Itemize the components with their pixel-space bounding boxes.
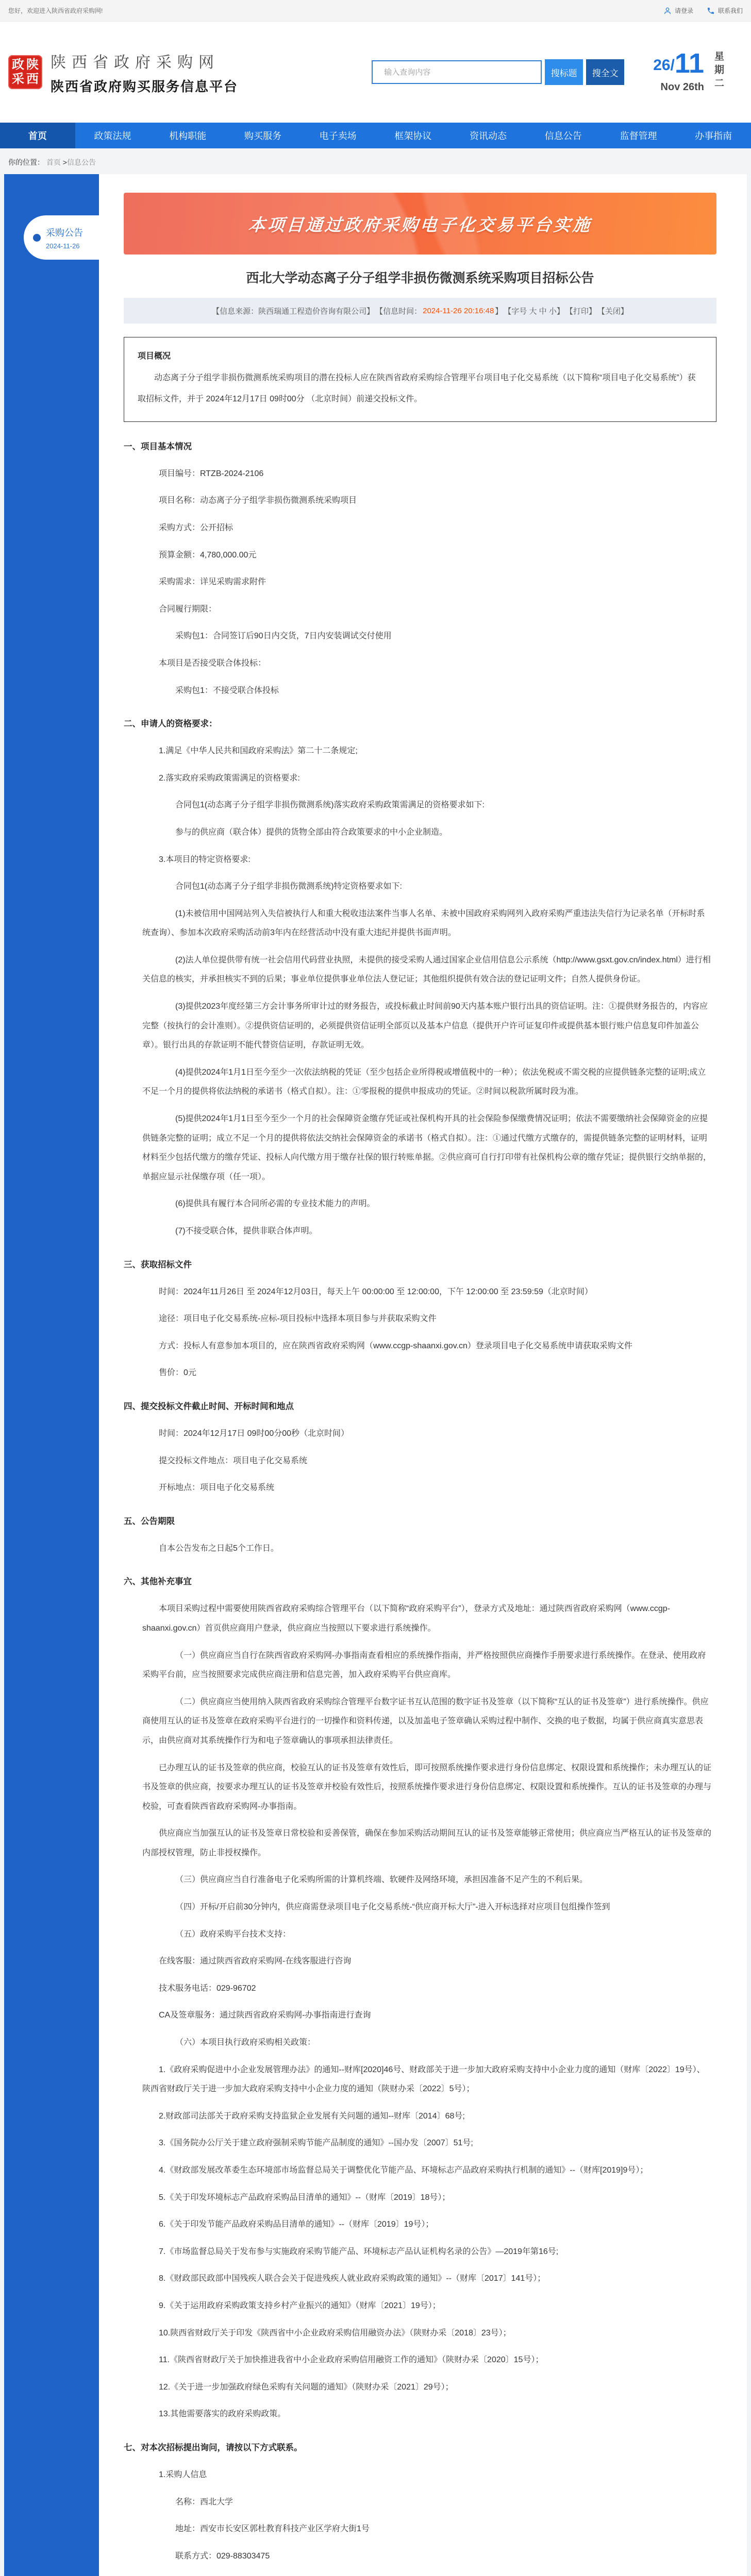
logo-char: 采 bbox=[12, 72, 24, 86]
page-title: 西北大学动态离子分子组学非损伤微测系统采购项目招标公告 bbox=[246, 271, 594, 285]
logo-char: 西 bbox=[26, 72, 39, 86]
breadcrumb-current[interactable]: 信息公告 bbox=[66, 158, 96, 166]
platform-banner bbox=[124, 193, 716, 255]
font-size-label: 【字号 bbox=[504, 307, 529, 316]
date-widget bbox=[653, 48, 743, 93]
article-paragraph: 本项目采购过程中需要使用陕西省政府采购综合管理平台（以下简称“政府采购平台”），登录方式及地址：通过陕西省政府采购网（www.ccgp-shaanxi.gov.cn）首页供应商用户登录，供应商应当按照以下要求进行系统操作。 bbox=[142, 1604, 671, 1633]
article-paragraph: （二）供应商应当使用纳入陕西省政府采购综合管理平台数字证书互认范围的数字证书及签章（以下简称“互认的证书及签章”）进行系统操作。供应商使用互认的证书及签章在政府采购平台进行的一切操作和资料传递，以及加盖电子签章确认采购过程中制作、交换的电子数据，均属于供应商真实意思表示，由供应商对其系统操作行为和电子签章确认的事项承担法律责任。 bbox=[142, 1697, 709, 1745]
site-title: 陕西省政府采购网 bbox=[51, 54, 220, 71]
article-paragraph: 参与的供应商（联合体）提供的货物全部由符合政策要求的中小企业制造。 bbox=[175, 827, 448, 837]
article-paragraph: 2.财政部司法部关于政府采购支持监狱企业发展有关问题的通知--财库〔2014〕68号; bbox=[159, 2111, 465, 2121]
article-paragraph: 合同包1(动态离子分子组学非损伤微测系统)落实政府采购政策需满足的资格要求如下: bbox=[175, 801, 485, 810]
login-link[interactable] bbox=[663, 6, 693, 15]
article-paragraph: 3.《国务院办公厅关于建立政府强制采购节能产品制度的通知》--国办发〔2007〕51号; bbox=[159, 2139, 473, 2148]
article-paragraph: 7.《市场监督总局关于发布参与实施政府采购节能产品、环境标志产品认证机构名录的公告》—2019年第16号; bbox=[159, 2247, 559, 2256]
article-paragraph: 12.《关于进一步加强政府绿色采购有关问题的通知》（陕财办采〔2021〕29号）； bbox=[159, 2382, 454, 2392]
article-paragraph: （六）本项目执行政府采购相关政策： bbox=[175, 2038, 316, 2047]
article-paragraph: 预算金额：4,780,000.00元 bbox=[159, 550, 257, 560]
article-paragraph: 采购方式：公开招标 bbox=[159, 523, 233, 532]
article-paragraph bbox=[142, 2573, 713, 2576]
article-paragraph: 5.《关于印发环境标志产品政府采购品目清单的通知》--（财库〔2019〕18号）； bbox=[159, 2193, 450, 2202]
section-heading: 七、对本次招标提出询问，请按以下方式联系。 bbox=[124, 2443, 303, 2452]
search-title-button[interactable]: 搜标题 bbox=[545, 59, 583, 85]
article-paragraph: 途径：项目电子化交易系统-应标-项目投标中选择本项目参与并获取采购文件 bbox=[159, 1314, 437, 1324]
article-paragraph: 4.《财政部发展改革委生态环境部市场监督总局关于调整优化节能产品、环境标志产品政府采购执行机制的通知》--（财库[2019]9号）； bbox=[159, 2166, 648, 2175]
print-button[interactable]: 【打印】 bbox=[565, 307, 596, 316]
article-paragraph: 1.采购人信息 bbox=[159, 2470, 207, 2479]
article-paragraph: 3.本项目的特定资格要求: bbox=[159, 855, 251, 864]
contact-label: 联系我们 bbox=[717, 7, 743, 14]
nav-item-监督管理[interactable]: 监督管理 bbox=[620, 131, 657, 141]
article-paragraph: (1)未被信用中国网站列入失信被执行人和重大税收违法案件当事人名单、未被中国政府采购网列入政府采购严重违法失信行为记录名单（开标时系统查询）、参加本次政府采购活动前3年内在经营活动中没有重大违纪并提供书面声明。 bbox=[142, 909, 705, 938]
article-paragraph: 项目名称：动态离子分子组学非损伤微测系统采购项目 bbox=[159, 496, 357, 505]
article-paragraph: (6)提供具有履行本合同所必需的专业技术能力的声明。 bbox=[175, 1199, 375, 1209]
meta-timestamp: 2024-11-26 20:16:48 bbox=[423, 306, 494, 315]
font-size-controls bbox=[504, 306, 564, 316]
section-heading: 五、公告期限 bbox=[124, 1516, 175, 1526]
content-card bbox=[4, 174, 747, 2576]
phone-icon bbox=[707, 7, 715, 15]
article-paragraph: 项目编号：RTZB-2024-2106 bbox=[159, 469, 264, 478]
font-small-button[interactable]: 小 bbox=[548, 307, 557, 316]
banner-text: 本项目通过政府采购电子化交易平台实施 bbox=[247, 215, 593, 234]
article-paragraph: 合同包1(动态离子分子组学非损伤微测系统)特定资格要求如下: bbox=[175, 882, 403, 891]
nav-item-资讯动态[interactable]: 资讯动态 bbox=[470, 131, 507, 141]
article-paragraph: 地址：西安市长安区郭杜教育科技产业区学府大街1号 bbox=[175, 2524, 370, 2534]
nav-item-购买服务[interactable]: 购买服务 bbox=[244, 131, 281, 141]
overview-title: 项目概况 bbox=[138, 352, 171, 361]
nav-item-政策法规[interactable]: 政策法规 bbox=[94, 131, 131, 141]
article-paragraph: 在线客服：通过陕西省政府采购网-在线客服进行咨询 bbox=[159, 1957, 352, 1966]
section-heading: 三、获取招标文件 bbox=[124, 1260, 192, 1269]
nav-item-机构职能[interactable]: 机构职能 bbox=[169, 131, 207, 141]
site-subtitle: 陕西省政府购买服务信息平台 bbox=[51, 78, 239, 94]
font-medium-button[interactable]: 中 bbox=[539, 307, 547, 316]
article-paragraph: 采购包1：合同签订后90日内交货，7日内安装调试交付使用 bbox=[175, 632, 392, 641]
section-heading: 四、提交投标文件截止时间、开标时间和地点 bbox=[124, 1401, 294, 1411]
breadcrumb bbox=[0, 148, 751, 174]
article-paragraph: (5)提供2024年1月1日至今至少一个月的社会保障资金缴存凭证或社保机构开具的社会保险参保缴费情况证明；依法不需要缴纳社会保障资金的应提供链条完整的证明；成立不足一个月的提供将依法交纳社会保障资金的承诺书（格式自拟）。注：①通过代缴方式缴存的，需提供链条完整的证明材料，证明材料至少包括代缴方的缴存凭证、投标人向代缴方用于缴存社保的银行转账单据。②供应商可自行打印带有社保机构公章的缴存凭证；提供银行交纳单据的，单据应显示社保缴存项（任一项）。 bbox=[142, 1114, 712, 1181]
date-month: 11 bbox=[674, 48, 704, 79]
article-paragraph: 本项目是否接受联合体投标： bbox=[159, 658, 266, 668]
article-paragraph: 已办理互认的证书及签章的供应商，校验互认的证书及签章有效性后，即可按照系统操作要求进行身份信息绑定、权限设置和系统操作；未办理互认的证书及签章的供应商，按要求办理互认的证书及签章并校验有效性后，按照系统操作要求进行身份信息绑定、权限设置和系统操作。互认的证书及签章的办理与校验，可查看陕西省政府采购网-办事指南。 bbox=[142, 1763, 712, 1811]
date-english: Nov 26th bbox=[660, 81, 704, 93]
overview-text: 动态离子分子组学非损伤微测系统采购项目的潜在投标人应在陕西省政府采购综合管理平台项目电子化交易系统（以下简称“项目电子化交易系统”）获取招标文件，并于 2024年12月17日 09时00分 （北京时间）前递交投标文件。 bbox=[138, 373, 696, 404]
article-paragraph: 售价：0元 bbox=[159, 1368, 196, 1378]
left-sidebar bbox=[4, 174, 99, 2576]
nav-item-框架协议[interactable]: 框架协议 bbox=[394, 131, 432, 141]
meta-source: 【信息来源：陕西瑞通工程造价咨询有限公司】 bbox=[212, 307, 375, 316]
article-paragraph: 联系方式：029-88303475 bbox=[175, 2551, 270, 2561]
login-label: 请登录 bbox=[674, 7, 693, 14]
article-paragraph: 技术服务电话：029-96702 bbox=[159, 1984, 256, 1993]
nav-item-首页[interactable]: 首页 bbox=[0, 123, 75, 148]
article-paragraph: （一）供应商应当自行在陕西省政府采购网-办事指南查看相应的系统操作指南，并严格按照供应商操作手册要求进行系统操作。在登录、使用政府采购平台前，应当按照要求完成供应商注册和信息完善，加入政府采购平台供应商库。 bbox=[142, 1651, 706, 1680]
article-paragraph: 8.《财政部民政部中国残疾人联合会关于促进残疾人就业政府采购政策的通知》--（财库〔2017〕141号）； bbox=[159, 2274, 546, 2283]
article-paragraph: 供应商应当加强互认的证书及签章日常校验和妥善保管，确保在参加采购活动期间互认的证书及签章能够正常使用；供应商应当严格互认的证书及签章的内部授权管理，防止非授权操作。 bbox=[142, 1829, 712, 1857]
article-paragraph: (7)不接受联合体，提供非联合体声明。 bbox=[175, 1227, 318, 1235]
search-fulltext-button[interactable]: 搜全文 bbox=[586, 59, 624, 85]
close-button[interactable]: 【关闭】 bbox=[597, 307, 628, 316]
meta-time-open: 【信息时间： bbox=[375, 307, 422, 316]
logo-char: 政 bbox=[12, 58, 24, 72]
article-body bbox=[124, 439, 731, 2576]
nav-item-信息公告[interactable]: 信息公告 bbox=[544, 131, 582, 141]
bullet-dot-icon bbox=[33, 234, 41, 242]
top-bar bbox=[0, 0, 751, 22]
article-paragraph: CA及签章服务：通过陕西省政府采购网-办事指南进行查询 bbox=[159, 2011, 371, 2020]
article-paragraph: 1.满足《中华人民共和国政府采购法》第二十二条规定; bbox=[159, 747, 358, 756]
sidebar-tab-title: 采购公告 bbox=[46, 227, 83, 238]
article-paragraph: 时间：2024年12月17日 09时00分00秒（北京时间） bbox=[159, 1429, 349, 1438]
article-paragraph: （四）开标/开启前30分钟内，供应商需登录项目电子化交易系统-“供应商开标大厅”-进入开标选择对应项目包组操作签到 bbox=[175, 1903, 610, 1912]
nav-item-办事指南[interactable]: 办事指南 bbox=[695, 131, 732, 141]
date-day: 26/ bbox=[653, 56, 675, 74]
article-paragraph: 名称：西北大学 bbox=[175, 2497, 233, 2506]
article-paragraph: 时间：2024年11月26日 至 2024年12月03日，每天上午 00:00:00 至 12:00:00，下午 12:00:00 至 23:59:59（北京时间） bbox=[159, 1287, 593, 1296]
article-paragraph: （三）供应商应当自行准备电子化采购所需的计算机终端、软硬件及网络环境，承担因准备不足产生的不利后果。 bbox=[175, 1875, 588, 1885]
section-heading: 二、申请人的资格要求： bbox=[124, 719, 218, 729]
article-paragraph: 9.《关于运用政府采购政策支持乡村产业振兴的通知》（财库〔2021〕19号）； bbox=[159, 2301, 441, 2310]
nav-item-电子卖场[interactable]: 电子卖场 bbox=[319, 131, 357, 141]
article-paragraph: 合同履行期限： bbox=[159, 604, 217, 614]
article-paragraph: 采购包1：不接受联合体投标 bbox=[175, 686, 279, 695]
article-paragraph: 开标地点：项目电子化交易系统 bbox=[159, 1483, 275, 1493]
site-header bbox=[0, 22, 751, 123]
article-paragraph: 方式：投标人有意参加本项目的，应在陕西省政府采购网（www.ccgp-shaanxi.gov.cn）登录项目电子化交易系统申请获取采购文件 bbox=[159, 1341, 632, 1350]
user-icon bbox=[663, 7, 672, 15]
article-paragraph: 6.《关于印发节能产品政府采购品目清单的通知》--（财库〔2019〕19号）； bbox=[159, 2220, 434, 2229]
weekday-label: 星期二 bbox=[713, 51, 724, 92]
article-paragraph: 自本公告发布之日起5个工作日。 bbox=[159, 1544, 279, 1553]
article-paragraph: 采购需求：详见采购需求附件 bbox=[159, 578, 266, 587]
article-meta-bar bbox=[124, 298, 716, 324]
breadcrumb-prefix: 你的位置： bbox=[8, 158, 44, 166]
article-paragraph: （五）政府采购平台技术支持： bbox=[175, 1929, 291, 1939]
site-logo bbox=[8, 55, 42, 89]
contact-link[interactable] bbox=[707, 6, 743, 15]
article-paragraph: 提交投标文件地点：项目电子化交易系统 bbox=[159, 1456, 308, 1465]
sidebar-tab-procurement-notice[interactable] bbox=[24, 215, 99, 260]
announcement-article bbox=[99, 174, 747, 2576]
search-input[interactable] bbox=[372, 60, 542, 84]
article-paragraph: 1.《政府采购促进中小企业发展管理办法》的通知--财库[2020]46号、财政部关于进一步加大政府采购支持中小企业力度的通知（财库〔2022〕19号）、陕西省财政厅关于进一步加大政府采购支持中小企业力度的通知（陕财办采〔2022〕5号）； bbox=[142, 2065, 705, 2094]
article-paragraph: (3)提供2023年度经第三方会计事务所审计过的财务报告，或投标截止时间前90天内基本账户银行出具的资信证明。注：①提供财务报告的，内容应完整（按执行的会计准则）。②提供资信证明的，必须提供资信证明全部页以及基本户信息（提供开户许可证复印件或提供基本银行账户信息复印件加盖公章）。银行出具的存款证明不能代替资信证明，存款证明无效。 bbox=[142, 1002, 708, 1050]
welcome-text: 您好，欢迎进入陕西省政府采购网! bbox=[8, 7, 103, 14]
search-bar bbox=[372, 59, 624, 85]
sidebar-tab-date: 2024-11-26 bbox=[46, 242, 80, 250]
article-paragraph: 10.陕西省财政厅关于印发《陕西省中小企业政府采购信用融资办法》（陕财办采〔2018〕23号）； bbox=[159, 2328, 511, 2337]
main-nav bbox=[0, 123, 751, 148]
font-size-close: 】 bbox=[556, 307, 564, 316]
font-large-button[interactable]: 大 bbox=[529, 307, 537, 316]
section-heading: 六、其他补充事宜 bbox=[124, 1577, 192, 1587]
article-paragraph: 11.《陕西省财政厅关于加快推进我省中小企业政府采购信用融资工作的通知》（陕财办采〔2020〕15号）； bbox=[159, 2355, 544, 2365]
section-heading: 一、项目基本情况 bbox=[124, 442, 192, 451]
article-paragraph: (4)提供2024年1月1日至今至少一次依法纳税的凭证（至少包括企业所得税或增值税中的一种）；依法免税或不需交税的应提供链条完整的证明;成立不足一个月的提供将依法纳税的承诺书（格式自拟）。注：①零报税的提供申报成功的凭证。②时间以税款所属时段为准。 bbox=[142, 1067, 706, 1096]
article-paragraph: 13.其他需要落实的政府采购政策。 bbox=[159, 2410, 286, 2419]
logo-char: 陕 bbox=[26, 58, 39, 72]
breadcrumb-home-link[interactable]: 首页 bbox=[46, 158, 61, 166]
article-paragraph: (2)法人单位提供带有统一社会信用代码营业执照，未提供的接受采购人通过国家企业信用信息公示系统（http://www.gsxt.gov.cn/index.html）进行相关信息的核实，并承担核实不到的后果；事业单位提供事业单位法人登记证；其他组织提供有效合法的登记证明文件；自然人提供身份证。 bbox=[142, 955, 711, 984]
project-overview-box bbox=[124, 337, 716, 422]
breadcrumb-separator: > bbox=[60, 158, 67, 166]
meta-time-close: 】 bbox=[495, 307, 503, 316]
article-paragraph: 2.落实政府采购政策需满足的资格要求: bbox=[159, 773, 300, 783]
